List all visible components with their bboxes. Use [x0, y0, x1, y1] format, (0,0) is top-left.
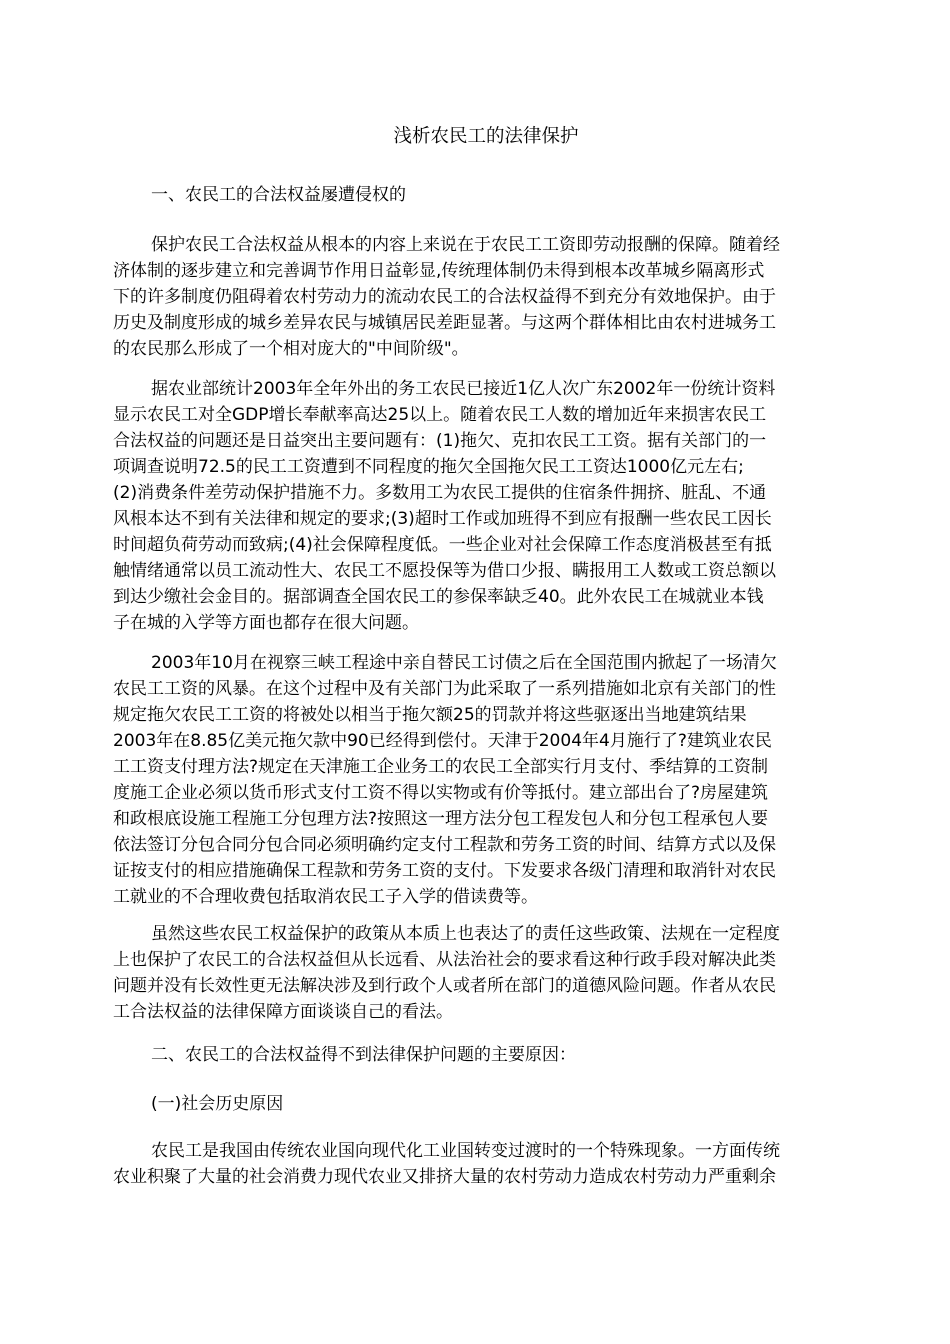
paragraph-5 — [113, 1138, 859, 1190]
paragraph-line: 保护农民工合法权益从根本的内容上来说在于农民工工资即劳动报酬的保障。随着经 — [151, 235, 780, 255]
paragraph-line: 历史及制度形成的城乡差异农民与城镇居民差距显著。与这两个群体相比由农村进城务工 — [113, 313, 776, 333]
section-heading-2: 二、农民工的合法权益得不到法律保护问题的主要原因： — [151, 1045, 576, 1065]
paragraph-line: (2)消费条件差劳动保护措施不力。多数用工为农民工提供的住宿条件拥挤、脏乱、不通 — [113, 483, 767, 503]
paragraph-line: 时间超负荷劳动而致病;(4)社会保障程度低。一些企业对社会保障工作态度消极甚至有抵 — [113, 535, 772, 555]
subsection-heading: (一)社会历史原因 — [151, 1094, 284, 1114]
paragraph-line: 济体制的逐步建立和完善调节作用日益彰显,传统理体制仍未得到根本改革城乡隔离形式 — [113, 261, 765, 281]
paragraph-line: 工工资支付理方法?规定在天津施工企业务工的农民工全部实行月支付、季结算的工资制 — [113, 757, 769, 777]
paragraph-4 — [113, 921, 859, 1025]
paragraph-line: 的农民那么形成了一个相对庞大的"中间阶级"。 — [113, 339, 469, 359]
paragraph-line: 问题并没有长效性更无法解决涉及到行政个人或者所在部门的道德风险问题。作者从农民 — [113, 976, 776, 996]
paragraph-line: 依法签订分包合同分包合同必须明确约定支付工程款和劳务工资的时间、结算方式以及保 — [113, 835, 776, 855]
paragraph-line: 农民工工资的风暴。在这个过程中及有关部门为此采取了一系列措施如北京有关部门的性 — [113, 679, 776, 699]
paragraph-line: 据农业部统计2003年全年外出的务工农民已接近1亿人次广东2002年一份统计资料 — [151, 379, 776, 399]
paragraph-line: 到达少缴社会金目的。据部调查全国农民工的参保率缺乏40。此外农民工在城就业本钱 — [113, 587, 764, 607]
paragraph-line: 和政根底设施工程施工分包理方法?按照这一理方法分包工程发包人和分包工程承包人要 — [113, 809, 769, 829]
paragraph-line: 2003年在8.85亿美元拖欠款中90已经得到偿付。天津于2004年4月施行了?建筑业农民 — [113, 731, 772, 751]
paragraph-line: 虽然这些农民工权益保护的政策从本质上也表达了的责任这些政策、法规在一定程度 — [151, 924, 780, 944]
section-heading-1: 一、农民工的合法权益屡遭侵权的 — [151, 185, 406, 205]
paragraph-line: 项调查说明72.5的民工工资遭到不同程度的拖欠全国拖欠民工工资达1000亿元左右; — [113, 457, 744, 477]
paragraph-line: 合法权益的问题还是日益突出主要问题有：(1)拖欠、克扣农民工工资。据有关部门的一 — [113, 431, 767, 451]
paragraph-2 — [113, 376, 859, 636]
paragraph-line: 触情绪通常以员工流动性大、农民工不愿投保等为借口少报、瞒报用工人数或工资总额以 — [113, 561, 776, 581]
paragraph-line: 风根本达不到有关法律和规定的要求;(3)超时工作或加班得不到应有报酬一些农民工因长 — [113, 509, 772, 529]
paragraph-line: 工合法权益的法律保障方面谈谈自己的看法。 — [113, 1002, 453, 1022]
paragraph-line: 农民工是我国由传统农业国向现代化工业国转变过渡时的一个特殊现象。一方面传统 — [151, 1141, 780, 1161]
paragraph-line: 下的许多制度仍阻碍着农村劳动力的流动农民工的合法权益得不到充分有效地保护。由于 — [113, 287, 776, 307]
paragraph-line: 农业积聚了大量的社会消费力现代农业又排挤大量的农村劳动力造成农村劳动力严重剩余 — [113, 1167, 776, 1187]
paragraph-line: 工就业的不合理收费包括取消农民工子入学的借读费等。 — [113, 887, 538, 907]
paragraph-line: 2003年10月在视察三峡工程途中亲自替民工讨债之后在全国范围内掀起了一场清欠 — [151, 653, 777, 673]
paragraph-line: 子在城的入学等方面也都存在很大问题。 — [113, 613, 419, 633]
paragraph-line: 上也保护了农民工的合法权益但从长远看、从法治社会的要求看这种行政手段对解决此类 — [113, 950, 776, 970]
paragraph-3 — [113, 650, 859, 910]
paragraph-line: 规定拖欠农民工工资的将被处以相当于拖欠额25的罚款并将这些驱逐出当地建筑结果 — [113, 705, 747, 725]
paragraph-line: 度施工企业必须以货币形式支付工资不得以实物或有价等抵付。建立部出台了?房屋建筑 — [113, 783, 769, 803]
paragraph-line: 证按支付的相应措施确保工程款和劳务工资的支付。下发要求各级门清理和取消针对农民 — [113, 861, 776, 881]
paragraph-1 — [113, 232, 859, 362]
document-title: 浅析农民工的法律保护 — [393, 126, 579, 147]
paragraph-line: 显示农民工对全GDP增长奉献率高达25以上。随着农民工人数的增加近年来损害农民工 — [113, 405, 767, 425]
